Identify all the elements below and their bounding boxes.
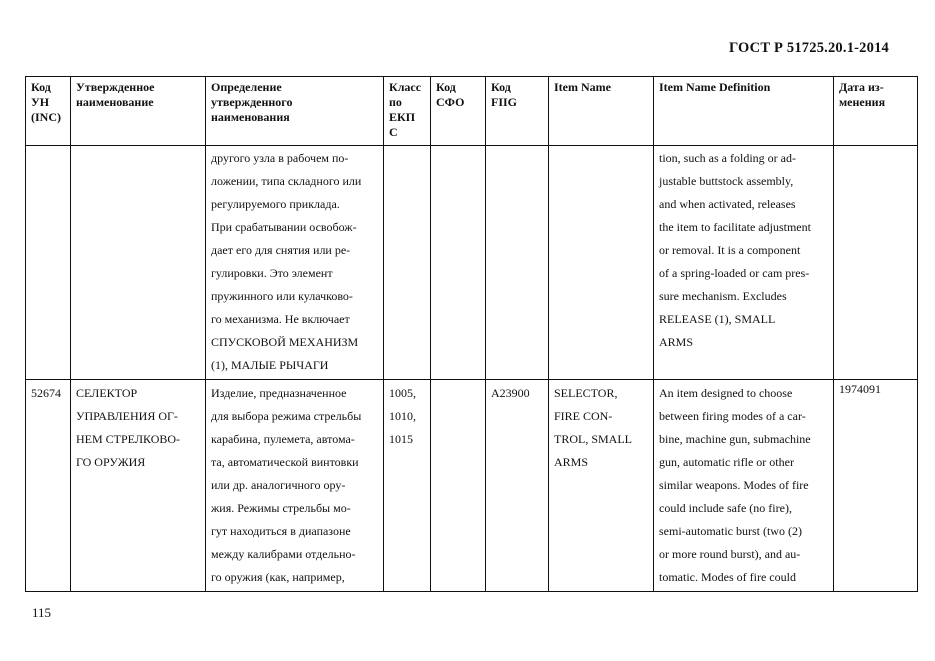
cell-item-name — [549, 146, 654, 380]
cell-approved-name: СЕЛЕКТОР УПРАВЛЕНИЯ ОГ- НЕМ СТРЕЛКОВО- ГО ОРУЖИЯ — [71, 380, 206, 592]
header-fiig-code: Код FIIG — [486, 77, 549, 146]
cell-definition-en: tion, such as a folding or ad- justable buttstock assembly, and when activated, releases the item to facilitate adjustment or removal. It is a component of a spring-loaded or cam pres- sure mechanism. Excludes RELEASE (1), SMALL ARMS — [654, 146, 834, 380]
cell-inc: 52674 — [26, 380, 71, 592]
cell-change-date — [834, 146, 918, 380]
cell-fiig-code: A23900 — [486, 380, 549, 592]
cell-change-date: 1974091 — [834, 380, 918, 592]
cell-definition-ru: Изделие, предназначенное для выбора режима стрельбы карабина, пулемета, автома- та, автоматической винтовки или др. аналогичного ору- жия. Режимы стрельбы мо- гут находиться в диапазоне между калибрами отдельно- го оружия (как, например, — [206, 380, 384, 592]
header-ekps-class: Класс по ЕКП С — [384, 77, 431, 146]
cell-definition-ru: другого узла в рабочем по- ложении, типа складного или регулируемого приклада. При срабатывании освобож- дает его для снятия или ре- гулировки. Это элемент пружинного или кулачково- го механизма. Не включает СПУСКОВОЙ МЕХАНИЗМ (1), МАЛЫЕ РЫЧАГИ — [206, 146, 384, 380]
cell-sfo-code — [431, 146, 486, 380]
cell-fiig-code — [486, 146, 549, 380]
cell-approved-name — [71, 146, 206, 380]
header-approved-name: Утвержденное наименование — [71, 77, 206, 146]
catalog-table — [25, 76, 918, 592]
table-header-row — [26, 77, 918, 146]
document-standard-code: ГОСТ Р 51725.20.1-2014 — [728, 40, 889, 56]
header-item-name: Item Name — [549, 77, 654, 146]
page-number: 115 — [32, 605, 52, 620]
header-sfo-code: Код СФО — [431, 77, 486, 146]
table-row-selector — [26, 380, 918, 592]
header-approved-definition: Определение утвержденного наименования — [206, 77, 384, 146]
table-row-continuation — [26, 146, 918, 380]
header-item-name-definition: Item Name Definition — [654, 77, 834, 146]
cell-sfo-code — [431, 380, 486, 592]
cell-item-name: SELECTOR, FIRE CON- TROL, SMALL ARMS — [549, 380, 654, 592]
header-inc: Код УН (INC) — [26, 77, 71, 146]
cell-inc — [26, 146, 71, 380]
cell-ekps-class — [384, 146, 431, 380]
cell-definition-en: An item designed to choose between firing modes of a car- bine, machine gun, submachine gun, automatic rifle or other similar weapons. Modes of fire could include safe (no fire), semi-automatic burst (two (2) or more round burst), and au- tomatic. Modes of fire could — [654, 380, 834, 592]
cell-ekps-class: 1005, 1010, 1015 — [384, 380, 431, 592]
header-change-date: Дата из- менения — [834, 77, 918, 146]
